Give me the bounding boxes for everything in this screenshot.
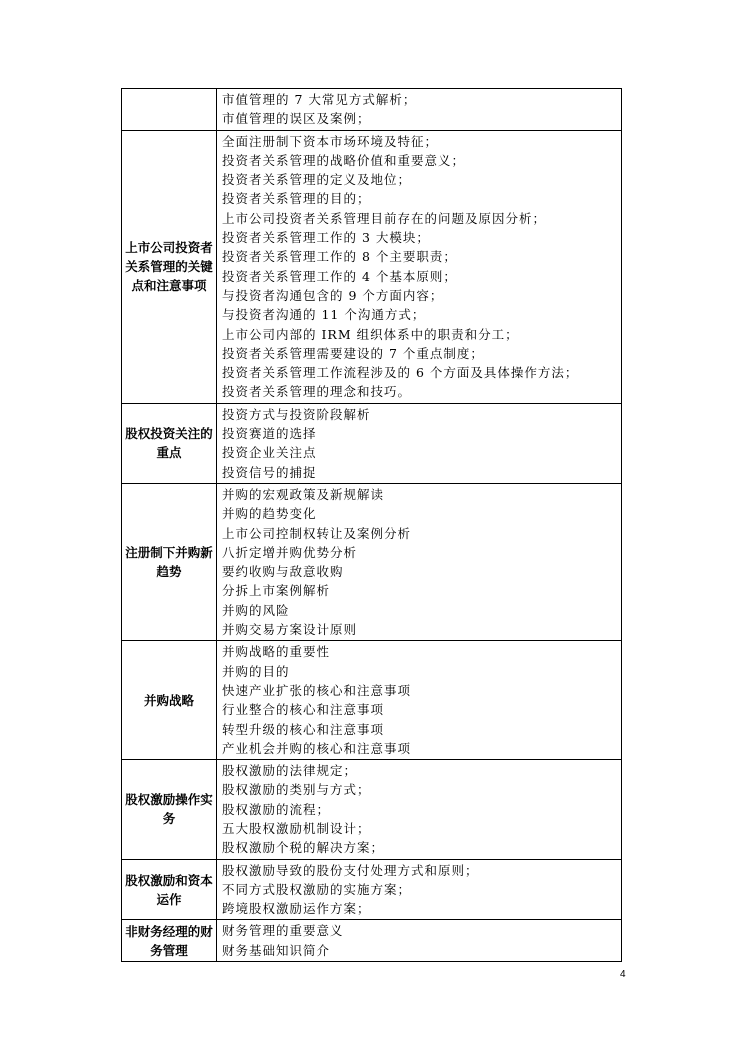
items-cell — [217, 483, 622, 640]
topic-label: 股权激励操作实务 — [125, 792, 213, 827]
list-item: 转型升级的核心和注意事项 — [222, 721, 385, 737]
table-row — [122, 403, 622, 483]
list-item: 投资者关系管理的战略价值和重要意义； — [222, 152, 466, 168]
list-item: 财务基础知识简介 — [222, 942, 331, 958]
topic-label: 注册制下并购新趋势 — [125, 545, 213, 580]
table-row — [122, 641, 622, 760]
topic-label: 并购战略 — [143, 692, 194, 708]
topic-cell — [122, 920, 217, 962]
list-item: 投资者关系管理的定义及地位； — [222, 172, 412, 188]
list-item: 八折定增并购优势分析 — [222, 544, 358, 560]
list-item: 分拆上市案例解析 — [222, 583, 331, 599]
list-item: 行业整合的核心和注意事项 — [222, 702, 385, 718]
table-row — [122, 920, 622, 962]
list-item: 全面注册制下资本市场环境及特征； — [222, 133, 439, 149]
table-row — [122, 130, 622, 403]
items-cell — [217, 89, 622, 131]
list-item: 并购战略的重要性 — [222, 644, 331, 660]
list-item: 投资者关系管理工作的 3 大模块； — [222, 230, 430, 246]
items-cell — [217, 920, 622, 962]
items-cell — [217, 403, 622, 483]
list-item: 并购的目的 — [222, 663, 290, 679]
list-item: 要约收购与敌意收购 — [222, 564, 344, 580]
list-item: 投资者关系管理工作的 4 个基本原则； — [222, 268, 457, 284]
list-item: 上市公司控制权转让及案例分析 — [222, 525, 412, 541]
list-item: 上市公司内部的 IRM 组织体系中的职责和分工； — [222, 326, 519, 342]
list-item: 投资者关系管理工作流程涉及的 6 个方面及具体操作方法； — [222, 365, 579, 381]
course-table — [121, 88, 622, 962]
list-item: 投资者关系管理的理念和技巧。 — [222, 384, 412, 400]
list-item: 并购的风险 — [222, 602, 290, 618]
list-item: 投资信号的捕捉 — [222, 464, 317, 480]
items-cell — [217, 760, 622, 859]
list-item: 股权激励导致的股份支付处理方式和原则； — [222, 862, 479, 878]
list-item: 股权激励的类别与方式； — [222, 782, 371, 798]
list-item: 股权激励的流程； — [222, 801, 331, 817]
list-item: 不同方式股权激励的实施方案； — [222, 881, 412, 897]
list-item: 并购的宏观政策及新规解读 — [222, 486, 385, 502]
topic-cell — [122, 760, 217, 859]
topic-label: 非财务经理的财务管理 — [125, 923, 213, 958]
topic-cell — [122, 483, 217, 640]
list-item: 投资企业关注点 — [222, 445, 317, 461]
list-item: 快速产业扩张的核心和注意事项 — [222, 682, 412, 698]
list-item: 五大股权激励机制设计； — [222, 820, 371, 836]
course-table-body — [122, 89, 622, 962]
list-item: 与投资者沟通包含的 9 个方面内容； — [222, 287, 444, 303]
list-item: 投资者关系管理需要建设的 7 个重点制度； — [222, 345, 484, 361]
page-number: 4 — [620, 969, 626, 980]
list-item: 市值管理的误区及案例； — [222, 111, 371, 127]
table-row — [122, 483, 622, 640]
topic-cell — [122, 641, 217, 760]
list-item: 投资方式与投资阶段解析 — [222, 406, 371, 422]
list-item: 并购的趋势变化 — [222, 506, 317, 522]
list-item: 投资赛道的选择 — [222, 426, 317, 442]
list-item: 并购交易方案设计原则 — [222, 622, 358, 638]
list-item: 财务管理的重要意义 — [222, 923, 344, 939]
items-cell — [217, 641, 622, 760]
topic-label: 上市公司投资者关系管理的关键点和注意事项 — [125, 240, 213, 294]
topic-label: 股权投资关注的重点 — [125, 426, 213, 461]
table-row — [122, 760, 622, 859]
list-item: 投资者关系管理的目的； — [222, 191, 371, 207]
topic-cell — [122, 403, 217, 483]
list-item: 与投资者沟通的 11 个沟通方式； — [222, 307, 426, 323]
list-item: 股权激励的法律规定； — [222, 763, 358, 779]
list-item: 市值管理的 7 大常见方式解析； — [222, 92, 417, 107]
list-item: 跨境股权激励运作方案； — [222, 901, 371, 917]
topic-cell — [122, 130, 217, 403]
list-item: 产业机会并购的核心和注意事项 — [222, 740, 412, 756]
items-cell — [217, 859, 622, 920]
topic-cell — [122, 859, 217, 920]
table-row — [122, 859, 622, 920]
list-item: 股权激励个税的解决方案； — [222, 840, 385, 856]
list-item: 上市公司投资者关系管理目前存在的问题及原因分析； — [222, 210, 547, 226]
items-cell — [217, 130, 622, 403]
topic-label: 股权激励和资本运作 — [125, 872, 213, 907]
table-row — [122, 89, 622, 131]
list-item: 投资者关系管理工作的 8 个主要职责； — [222, 249, 457, 265]
topic-cell — [122, 89, 217, 131]
